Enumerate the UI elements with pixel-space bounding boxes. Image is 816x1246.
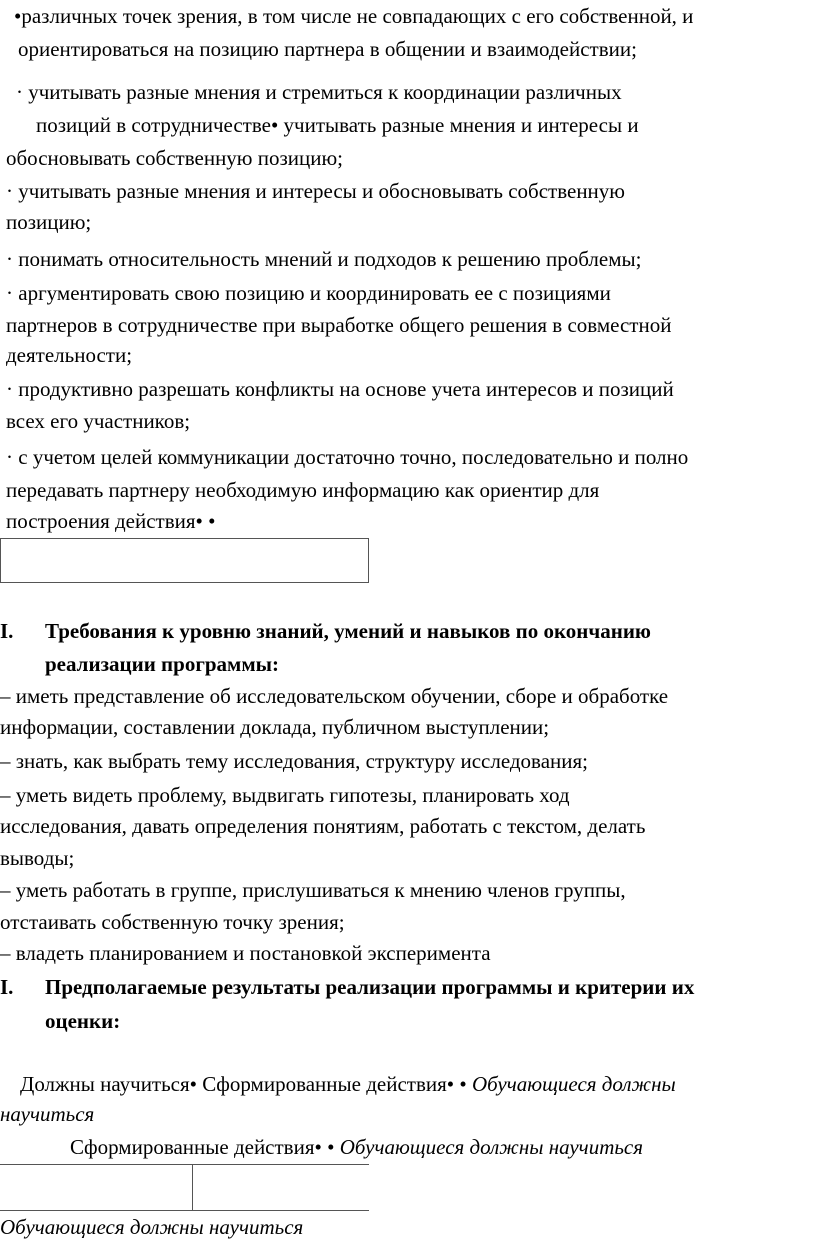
text-line <box>20 1074 676 1095</box>
section-number: I. <box>0 619 14 643</box>
list-item: – владеть планированием и постановкой эксперимента <box>0 941 491 965</box>
section-heading: Требования к уровню знаний, умений и навыков по окончанию <box>45 619 651 643</box>
section-number: I. <box>0 975 14 999</box>
text-line: деятельности; <box>6 343 133 367</box>
text-line: выводы; <box>0 846 75 870</box>
text-line: позицию; <box>6 210 92 234</box>
text-line: Обучающиеся должны научиться <box>0 1215 304 1239</box>
text-line: •различных точек зрения, в том числе не совпадающих с его собственной, и <box>14 4 694 28</box>
table-border <box>0 1210 369 1211</box>
text-line: построения действия• • <box>6 509 216 533</box>
text-line: отстаивать собственную точку зрения; <box>0 910 345 934</box>
section-heading: реализации программы: <box>45 652 280 676</box>
list-item: – уметь работать в группе, прислушиваться к мнению членов группы, <box>0 878 626 902</box>
text-line: позиций в сотрудничестве• учитывать разные мнения и интересы и <box>36 113 639 137</box>
list-item: – уметь видеть проблему, выдвигать гипотезы, планировать ход <box>0 783 570 807</box>
bullet-item: · аргументировать свою позицию и координировать ее с позициями <box>6 281 611 305</box>
bullet-item: · продуктивно разрешать конфликты на основе учета интересов и позиций <box>6 377 674 401</box>
text-line: передавать партнеру необходимую информацию как ориентир для <box>6 478 600 502</box>
bullet-item: · с учетом целей коммуникации достаточно точно, последовательно и полно <box>6 445 689 469</box>
text-line: обосновывать собственную позицию; <box>6 146 344 170</box>
text-italic: Обучающиеся должны <box>471 1072 676 1096</box>
section-heading: оценки: <box>45 1009 121 1033</box>
text-italic: Обучающиеся должны научиться <box>339 1135 643 1159</box>
text-normal: Должны научиться• Сформированные действия• • <box>20 1072 472 1096</box>
list-item: – знать, как выбрать тему исследования, структуру исследования; <box>0 749 588 773</box>
table-border <box>192 1164 193 1211</box>
bullet-item: · понимать относительность мнений и подходов к решению проблемы; <box>6 247 642 271</box>
text-line: информации, составлении доклада, публичном выступлении; <box>0 715 550 739</box>
text-line: научиться <box>0 1102 95 1126</box>
text-line: ориентироваться на позицию партнера в общении и взаимодействии; <box>18 37 637 61</box>
empty-table-cell <box>0 538 369 583</box>
text-line <box>70 1137 643 1158</box>
text-line: партнеров в сотрудничестве при выработке общего решения в совместной <box>6 313 672 337</box>
section-heading: Предполагаемые результаты реализации программы и критерии их <box>45 975 695 999</box>
bullet-item: · учитывать разные мнения и стремиться к координации различных <box>16 80 622 104</box>
table-border <box>0 1164 369 1165</box>
bullet-item: · учитывать разные мнения и интересы и обосновывать собственную <box>6 179 625 203</box>
list-item: – иметь представление об исследовательском обучении, сборе и обработке <box>0 684 669 708</box>
text-normal: Сформированные действия• • <box>70 1135 340 1159</box>
text-line: всех его участников; <box>6 409 191 433</box>
text-line: исследования, давать определения понятиям, работать с текстом, делать <box>0 814 646 838</box>
